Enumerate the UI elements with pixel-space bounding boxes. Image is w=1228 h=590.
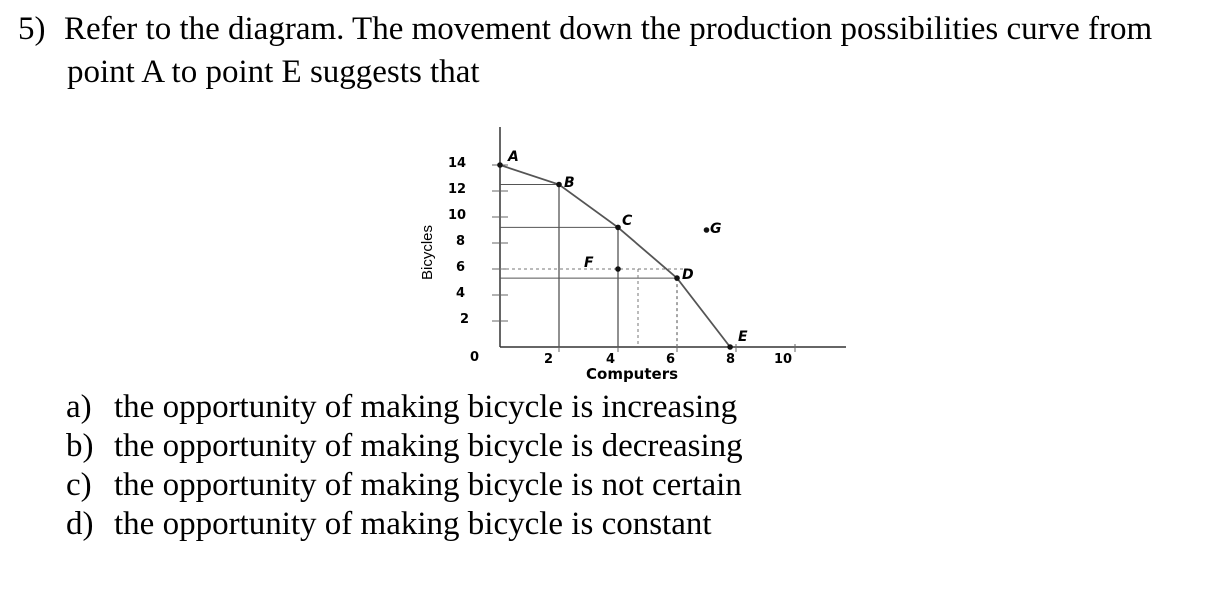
point-label-d: D [682, 267, 694, 283]
option-d[interactable] [66, 505, 743, 544]
ppc-diagram-svg [408, 125, 848, 387]
ppc-diagram [408, 125, 848, 387]
question-text [18, 8, 1208, 94]
option-letter: b) [66, 428, 94, 464]
point-f [615, 266, 621, 272]
question-line-1 [18, 8, 1208, 51]
y-tick-label: 4 [456, 286, 466, 301]
y-tick-label: 10 [448, 208, 467, 223]
origin-label: 0 [470, 350, 480, 365]
x-tick-label: 6 [666, 352, 676, 367]
point-a [497, 162, 503, 168]
point-c [615, 225, 621, 231]
answer-options [66, 388, 743, 544]
y-tick-label: 12 [448, 182, 467, 197]
point-label-b: B [564, 175, 575, 191]
option-text: the opportunity of making bicycle is not certain [114, 467, 742, 503]
option-letter: d) [66, 506, 94, 542]
option-text: the opportunity of making bicycle is increasing [114, 389, 738, 425]
question-number: 5) [18, 11, 46, 47]
question-stem-line-1: Refer to the diagram. The movement down the production possibilities curve from [64, 11, 1153, 47]
option-letter: a) [66, 389, 92, 425]
option-text: the opportunity of making bicycle is constant [114, 506, 712, 542]
x-axis-label: Computers [586, 365, 679, 383]
y-tick-label: 14 [448, 156, 467, 171]
x-tick-label: 2 [544, 352, 554, 367]
x-tick-label: 4 [606, 352, 616, 367]
y-tick-label: 6 [456, 260, 466, 275]
point-label-c: C [622, 213, 633, 229]
option-letter: c) [66, 467, 92, 503]
option-a[interactable] [66, 388, 743, 427]
option-text: the opportunity of making bicycle is decreasing [114, 428, 743, 464]
point-e [727, 344, 733, 350]
y-axis-label: Bicycles [419, 224, 436, 280]
x-tick-label: 8 [726, 352, 736, 367]
ppc-curve [500, 165, 730, 347]
point-label-e: E [738, 329, 748, 345]
point-label-g: G [710, 221, 722, 237]
y-tick-label: 2 [460, 312, 470, 327]
option-b[interactable] [66, 427, 743, 466]
point-d [674, 275, 680, 281]
question-stem-line-2: point A to point E suggests that [67, 54, 480, 90]
point-g [704, 227, 710, 233]
points-layer [497, 162, 733, 350]
point-b [556, 182, 562, 188]
point-label-a: A [508, 149, 519, 165]
option-c[interactable] [66, 466, 743, 505]
point-label-f: F [584, 255, 594, 271]
x-tick-label: 10 [774, 352, 793, 367]
y-tick-label: 8 [456, 234, 466, 249]
